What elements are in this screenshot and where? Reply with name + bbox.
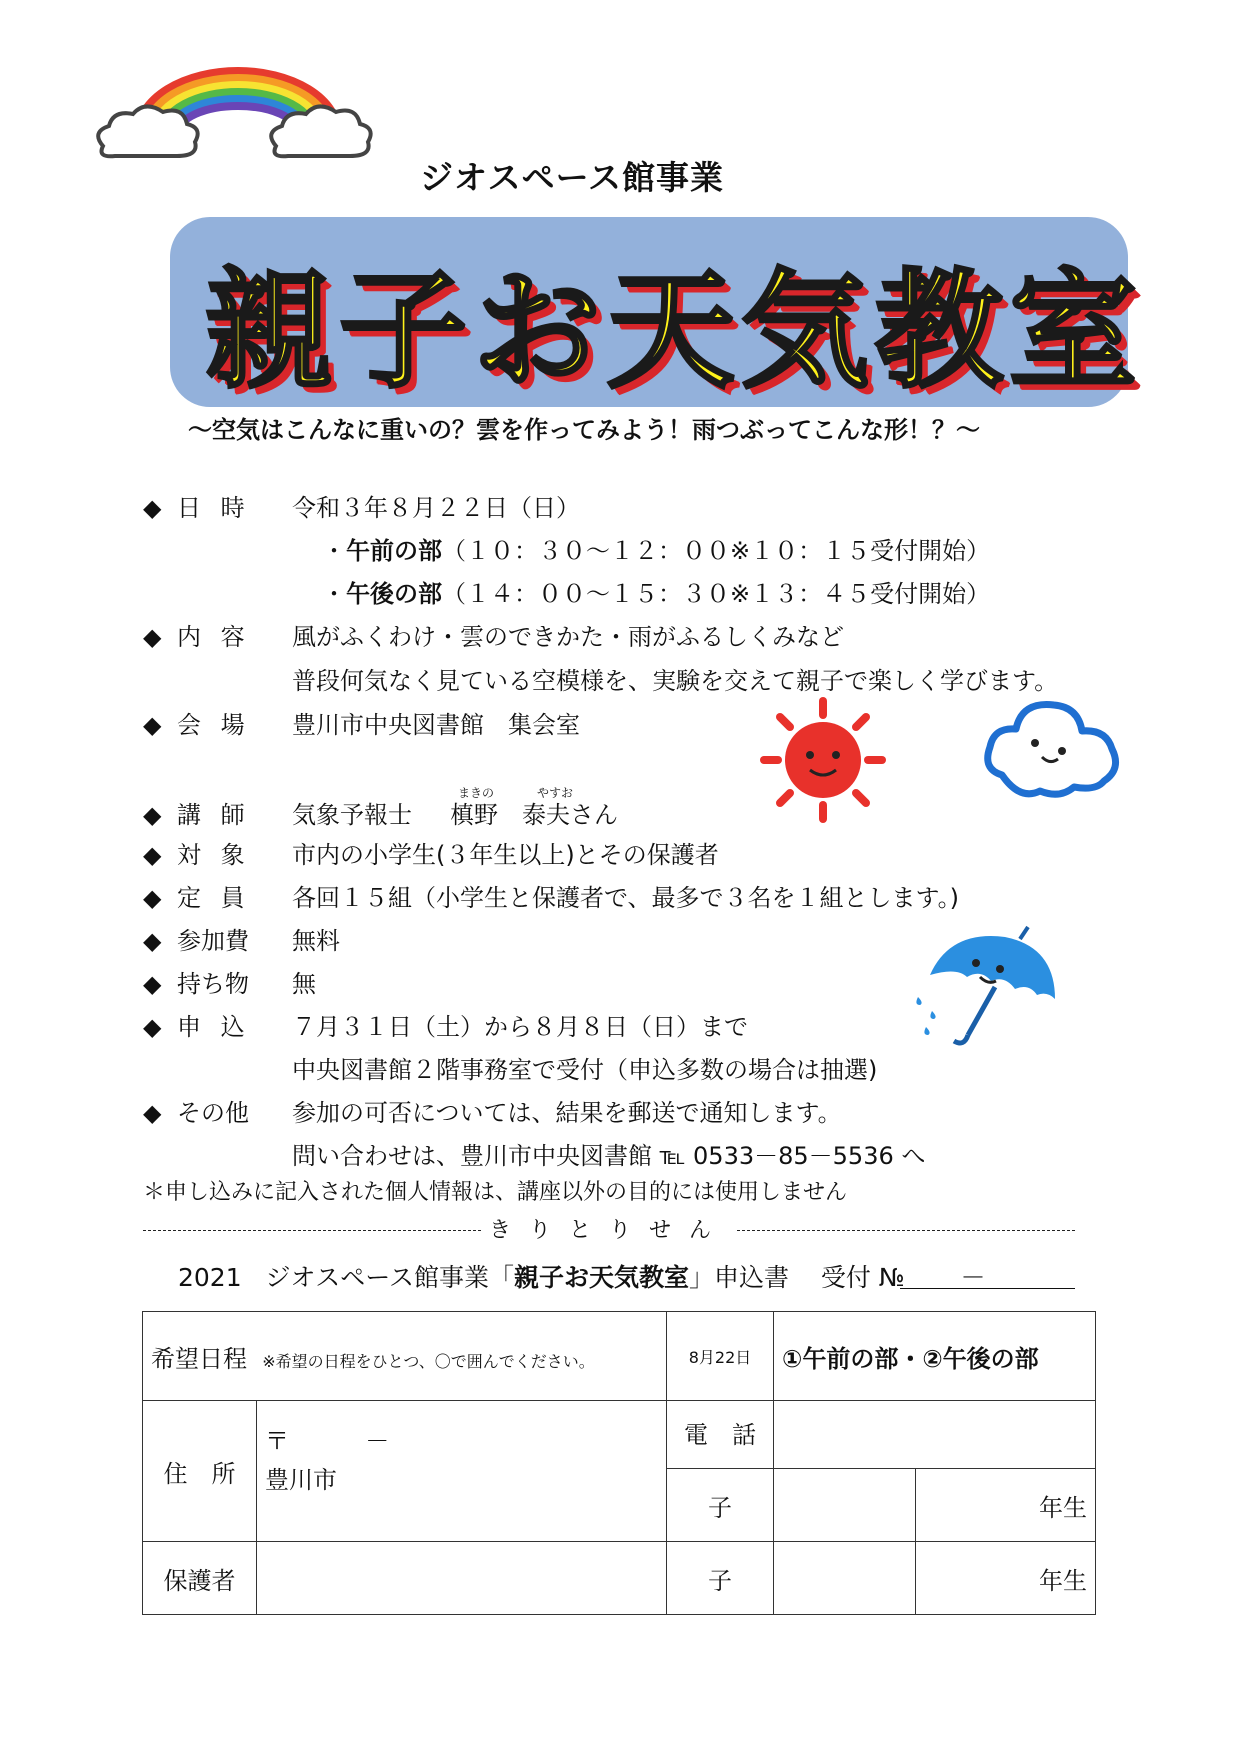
rainbow-icon: [88, 58, 388, 168]
detail-apply: ◆ 申 込 ７月３１日（土）から８月８日（日）まで: [143, 1013, 748, 1041]
diamond-bullet-icon: ◆: [143, 970, 162, 998]
reception-number-field[interactable]: [900, 1288, 1075, 1289]
diamond-bullet-icon: ◆: [143, 801, 162, 829]
diamond-bullet-icon: ◆: [143, 927, 162, 955]
instructor-surname-ruby: まきの: [458, 786, 495, 800]
desired-date: 8月22日: [667, 1312, 774, 1401]
instructor-given-ruby: やすお: [537, 786, 574, 800]
child-label: 子: [667, 1469, 774, 1542]
diamond-bullet-icon: ◆: [143, 623, 162, 651]
sun-icon: [758, 695, 888, 825]
privacy-note: ＊申し込みに記入された個人情報は、講座以外の目的には使用しません: [143, 1180, 848, 1205]
guardian-label: 保護者: [143, 1542, 257, 1615]
detail-target: ◆ 対 象 市内の小学生(３年生以上)とその保護者: [143, 841, 719, 869]
phone-label: 電 話: [667, 1401, 774, 1469]
desired-schedule-label: 希望日程 ※希望の日程をひとつ、〇で囲んでください。: [143, 1312, 667, 1401]
child-name-field[interactable]: [774, 1469, 916, 1542]
guardian-field[interactable]: [257, 1542, 667, 1615]
session-options[interactable]: ①午前の部・②午後の部: [774, 1312, 1096, 1401]
page-title: 親子お天気教室: [205, 257, 1144, 406]
cut-line: きりとりせん: [143, 1213, 1075, 1244]
detail-instructor: ◆ 講 師 気象予報士 槙野 泰夫さん: [143, 801, 618, 829]
organization-header: ジオスペース館事業: [420, 158, 725, 197]
child-grade-field[interactable]: 年生: [916, 1542, 1096, 1615]
other-line2: 問い合わせは、豊川市中央図書館 ℡ 0533－85－5536 へ: [292, 1142, 926, 1170]
detail-venue: ◆ 会 場 豊川市中央図書館 集会室: [143, 711, 580, 739]
child-label: 子: [667, 1542, 774, 1615]
address-field[interactable]: 〒 － 豊川市: [257, 1401, 667, 1542]
child-name-field[interactable]: [774, 1542, 916, 1615]
subtitle: ～空気はこんなに重いの？雲を作ってみよう！雨つぶってこんな形！？～: [188, 416, 980, 444]
apply-line2: 中央図書館２階事務室で受付（申込多数の場合は抽選): [292, 1056, 878, 1084]
detail-fee: ◆ 参加費 無料: [143, 927, 340, 955]
phone-field[interactable]: [774, 1401, 1096, 1469]
child-grade-field[interactable]: 年生: [916, 1469, 1096, 1542]
diamond-bullet-icon: ◆: [143, 494, 162, 522]
umbrella-icon: [910, 925, 1060, 1055]
diamond-bullet-icon: ◆: [143, 711, 162, 739]
detail-content: ◆ 内 容 風がふくわけ・雲のできかた・雨がふるしくみなど: [143, 623, 844, 651]
session-afternoon: ・午後の部（１４：００～１５：３０※１３：４５受付開始）: [322, 580, 991, 608]
content-line2: 普段何気なく見ている空模様を、実験を交えて親子で楽しく学びます。: [292, 667, 1059, 695]
diamond-bullet-icon: ◆: [143, 1099, 162, 1127]
detail-other: ◆ その他 参加の可否については、結果を郵送で通知します。: [143, 1099, 842, 1127]
address-label: 住 所: [143, 1401, 257, 1542]
application-form: [142, 1311, 1096, 1615]
cloud-icon: [980, 695, 1125, 800]
diamond-bullet-icon: ◆: [143, 1013, 162, 1041]
diamond-bullet-icon: ◆: [143, 884, 162, 912]
detail-datetime: ◆ 日 時 令和３年８月２２日（日）: [143, 494, 580, 522]
diamond-bullet-icon: ◆: [143, 841, 162, 869]
detail-capacity: ◆ 定 員 各回１５組（小学生と保護者で、最多で３名を１組とします。): [143, 884, 959, 912]
form-title: 2021 ジオスペース館事業「親子お天気教室」申込書 受付 № －: [178, 1263, 986, 1292]
session-morning: ・午前の部（１０：３０～１２：００※１０：１５受付開始）: [322, 537, 991, 565]
detail-bring: ◆ 持ち物 無: [143, 970, 316, 998]
